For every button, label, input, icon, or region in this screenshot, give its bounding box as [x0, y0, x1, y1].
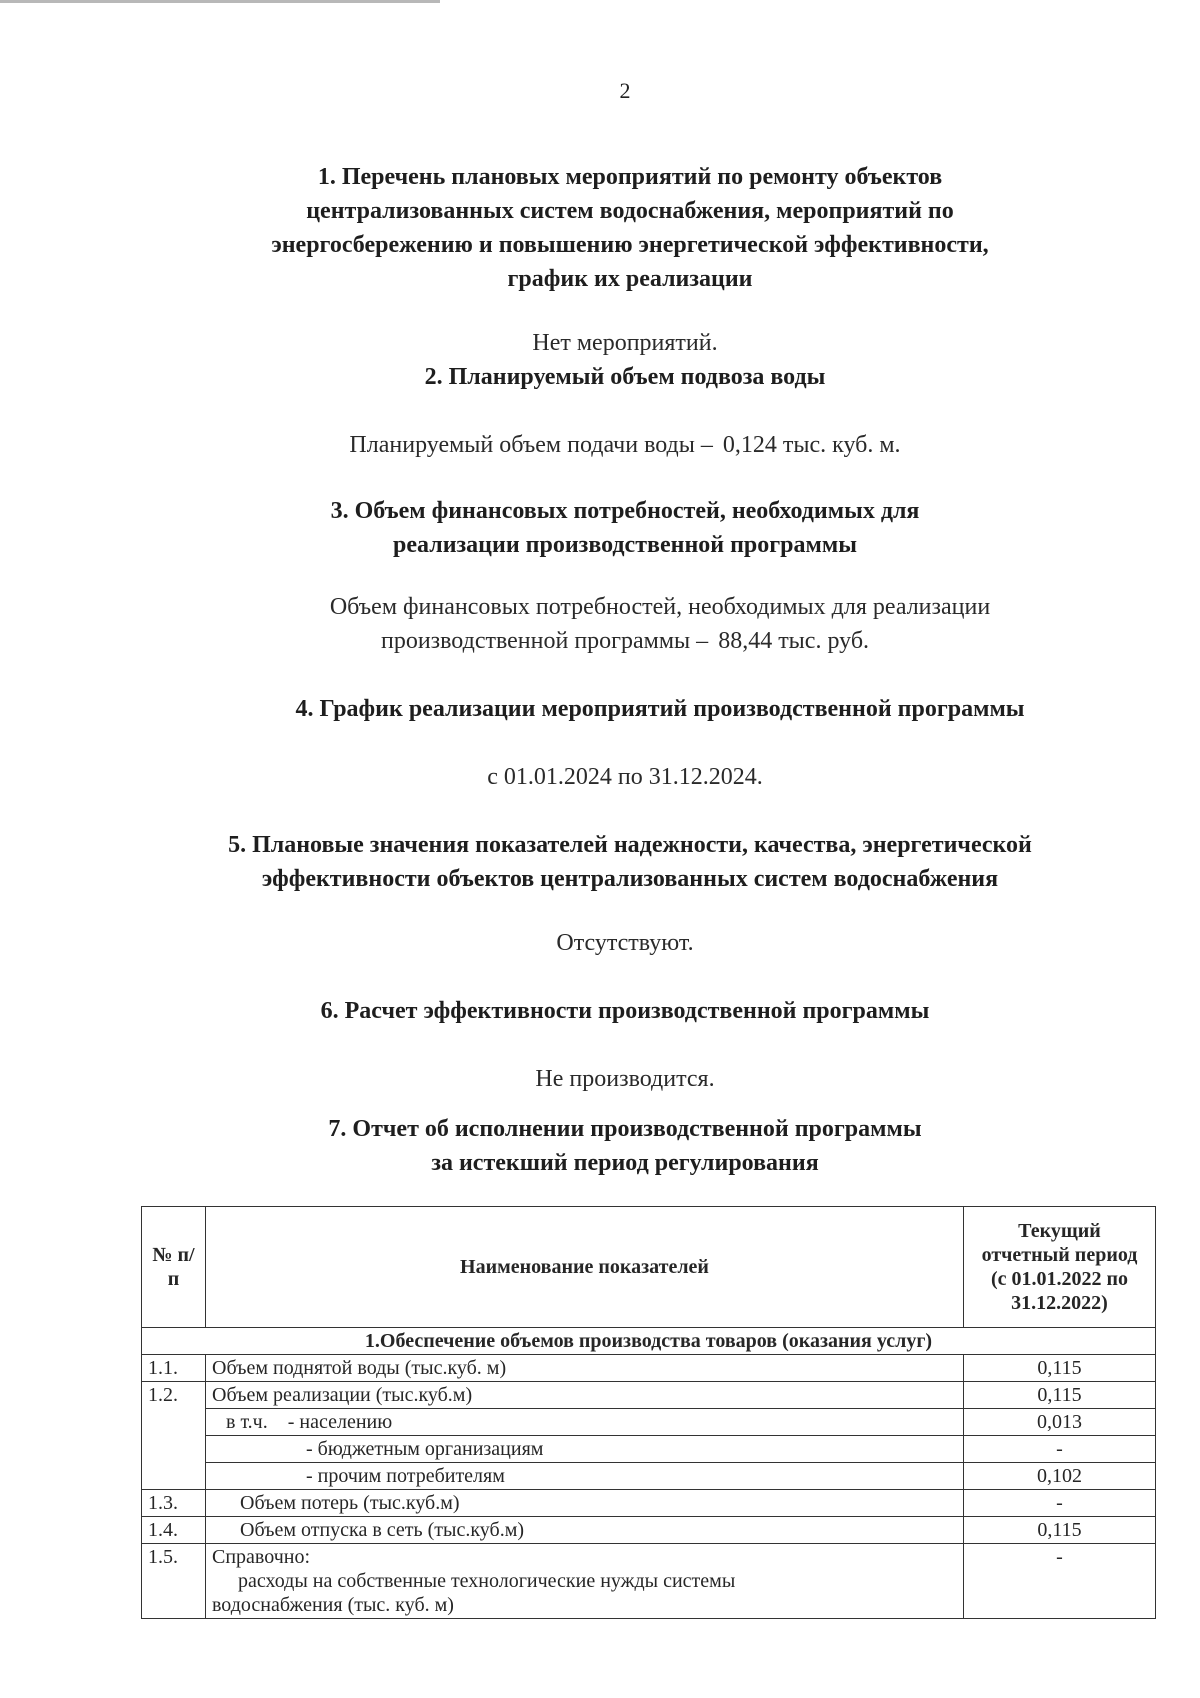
- row-name: - прочим потребителям: [206, 1463, 964, 1490]
- row-number: 1.1.: [142, 1355, 206, 1382]
- row-name: Объем реализации (тыс.куб.м): [206, 1382, 964, 1409]
- row-value: 0,102: [964, 1463, 1156, 1490]
- section-2-text: [0, 428, 1200, 462]
- section-4-title: 4. График реализации мероприятий производственной программы: [295, 696, 1025, 722]
- section-3-text-label: производственной программы –: [380, 628, 709, 654]
- row-name: Объем отпуска в сеть (тыс.куб.м): [206, 1517, 964, 1544]
- table-header-row: [142, 1207, 1156, 1328]
- section-1-title: [0, 160, 1200, 296]
- row-subname: - населению: [287, 1411, 393, 1433]
- section-3-text-line-1: Объем финансовых потребностей, необходимых для реализации: [329, 594, 991, 620]
- row-value: -: [964, 1490, 1156, 1517]
- row-name: Объем потерь (тыс.куб.м): [206, 1490, 964, 1517]
- section-5-text: Отсутствуют.: [556, 930, 694, 956]
- row-value: -: [964, 1436, 1156, 1463]
- section-6-text: Не производится.: [535, 1066, 715, 1092]
- section-7-title-line: 7. Отчет об исполнении производственной программы: [328, 1116, 922, 1142]
- row-number: 1.5.: [142, 1544, 206, 1619]
- section-1-title-line: 1. Перечень плановых мероприятий по ремонту объектов: [317, 164, 943, 190]
- section-6-title: 6. Расчет эффективности производственной программы: [320, 998, 930, 1024]
- header-period-line: отчетный период: [981, 1244, 1138, 1266]
- table-row: [142, 1517, 1156, 1544]
- table-row: [142, 1436, 1156, 1463]
- row-value: 0,013: [964, 1409, 1156, 1436]
- table-row: [142, 1544, 1156, 1619]
- row-value: 0,115: [964, 1355, 1156, 1382]
- header-period-line: 31.12.2022): [1011, 1292, 1108, 1314]
- section-2-title: 2. Планируемый объем подвоза воды: [424, 364, 826, 390]
- section-3-title-line: 3. Объем финансовых потребностей, необходимых для: [330, 498, 920, 524]
- row-number: 1.2.: [142, 1382, 206, 1490]
- table-row: [142, 1490, 1156, 1517]
- row-name-line: Справочно:: [212, 1546, 311, 1568]
- row-name: Объем поднятой воды (тыс.куб. м): [206, 1355, 964, 1382]
- section-2-text-value: 0,124 тыс. куб. м.: [722, 432, 901, 458]
- section-4-text: с 01.01.2024 по 31.12.2024.: [487, 764, 763, 790]
- section-7-title-line: за истекший период регулирования: [431, 1150, 819, 1176]
- row-value: -: [964, 1544, 1156, 1619]
- section-1-title-line: график их реализации: [507, 266, 753, 292]
- scan-edge-line: [0, 0, 440, 3]
- table-row: [142, 1409, 1156, 1436]
- row-number: 1.3.: [142, 1490, 206, 1517]
- section-5-title-line: эффективности объектов централизованных систем водоснабжения: [261, 866, 999, 892]
- header-period-line: Текущий: [1018, 1220, 1101, 1242]
- row-prefix: в т.ч.: [226, 1411, 268, 1433]
- row-value: 0,115: [964, 1517, 1156, 1544]
- header-period: [964, 1207, 1156, 1328]
- section-3-text-line-2: [0, 624, 1200, 658]
- section-2-text-label: Планируемый объем подачи воды –: [349, 432, 713, 458]
- row-number: 1.4.: [142, 1517, 206, 1544]
- table-section-title: 1.Обеспечение объемов производства товаров (оказания услуг): [142, 1328, 1156, 1355]
- row-value: 0,115: [964, 1382, 1156, 1409]
- header-period-line: (с 01.01.2022 по: [990, 1268, 1129, 1290]
- row-name: [206, 1409, 964, 1436]
- section-7-title: [0, 1112, 1200, 1180]
- table-row: [142, 1355, 1156, 1382]
- section-1-text: Нет мероприятий.: [532, 330, 718, 356]
- row-name-line: расходы на собственные технологические нужды системы: [238, 1570, 736, 1592]
- header-no: № п/п: [142, 1207, 206, 1328]
- table-row: [142, 1382, 1156, 1409]
- section-5-title-line: 5. Плановые значения показателей надежности, качества, энергетической: [228, 832, 1032, 858]
- header-name: Наименование показателей: [206, 1207, 964, 1328]
- table-row: [142, 1463, 1156, 1490]
- report-table: [141, 1206, 1156, 1619]
- section-1-title-line: энергосбережению и повышению энергетической эффективности,: [271, 232, 989, 258]
- row-name: [206, 1544, 964, 1619]
- page-number: 2: [619, 78, 631, 103]
- section-5-title: [0, 828, 1200, 896]
- section-3-title: [0, 494, 1200, 562]
- section-3-title-line: реализации производственной программы: [393, 532, 857, 558]
- section-1-title-line: централизованных систем водоснабжения, мероприятий по: [306, 198, 954, 224]
- section-3-text-value: 88,44 тыс. руб.: [718, 628, 870, 654]
- row-name-line: водоснабжения (тыс. куб. м): [212, 1594, 454, 1616]
- table-section-row: [142, 1328, 1156, 1355]
- row-name: - бюджетным организациям: [206, 1436, 964, 1463]
